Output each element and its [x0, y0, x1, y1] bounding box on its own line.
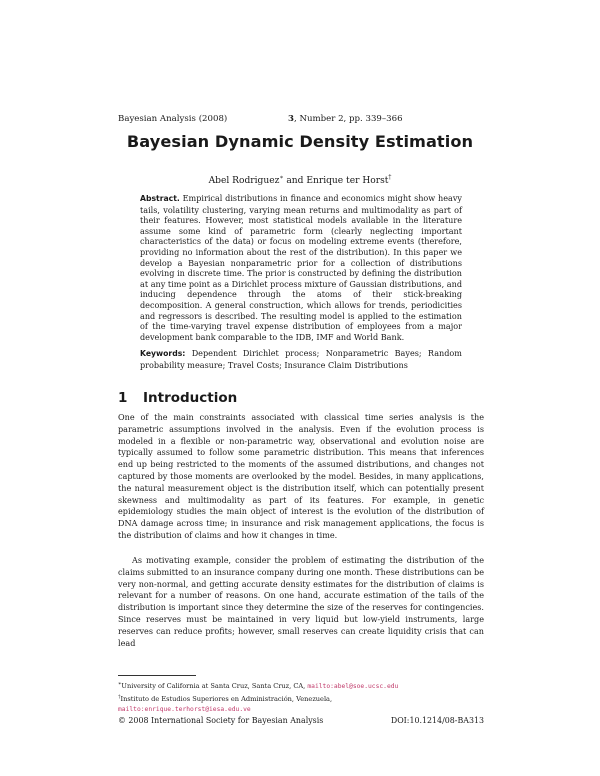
keywords-label: Keywords: [140, 349, 186, 358]
footnote-1-email-link[interactable]: mailto:abel@soe.ucsc.edu [307, 683, 399, 691]
footnote-2 [118, 692, 484, 715]
doi-label: DOI:10.1214/08-BA313 [390, 716, 484, 725]
footnote-2-email-link[interactable]: mailto:enrique.terhorst@iesa.edu.ve [118, 706, 251, 714]
abstract-text: Empirical distributions in finance and economics might show heavy tails, volatility clustering, varying mean returns and multimodality as part of their features. However, most statistical models available in the literature assume some kind of parametric form (clearly neglecting important characteristics of the data) or focus on modeling extreme events (therefore, providing no information about the rest of the distribution). In this paper we develop a Bayesian nonparametric prior for a collection of distributions evolving in discrete time. The prior is constructed by defining the distribution at any time point as a Dirichlet process mixture of Gaussian distributions, and inducing dependence through the atoms of their stick-breaking decomposition. A general construction, which allows for trends, periodicities and regressors is described. The resulting model is applied to the estimation of the time-varying travel expense distribution of employees from a major development bank comparable to the IDB, IMF and World Bank. [140, 193, 462, 342]
paper-title: Bayesian Dynamic Density Estimation [126, 132, 474, 151]
section-number: 1 [118, 390, 128, 406]
footnote-2-text: Instituto de Estudios Superiores en Administración, Venezuela, [120, 695, 333, 704]
journal-name: Bayesian Analysis (2008) [118, 114, 228, 124]
author-joiner: and [283, 176, 307, 187]
abstract-label: Abstract. [140, 194, 180, 203]
section-title: Introduction [143, 390, 238, 406]
section-heading [118, 390, 237, 406]
intro-paragraph-2: As motivating example, consider the problem of estimating the distribution of the claims submitted to an insurance company during one month. These distributions can be very non-normal, and getting accurate density estimates for the distribution of claims is relevant for a number of reasons. On one hand, accurate estimation of the tails of the distribution is important since they determine the size of the reserves for contingencies. Since reserves must be maintained in very liquid but low-yield instruments, large reserves can reduce profits; however, small reserves can create liquidity crisis that can lead [118, 555, 484, 648]
footnote-2-mark: † [118, 694, 121, 701]
author-line [0, 174, 600, 186]
volume-number: 3 [288, 114, 294, 124]
author-2-mark: † [388, 174, 392, 181]
author-2: Enrique ter Horst [306, 176, 389, 187]
abstract [140, 193, 462, 342]
footnote-1-text: University of California at Santa Cruz, Santa Cruz, CA, [121, 682, 306, 691]
footnote-1-mark: ∗ [118, 681, 122, 687]
volume-pages: , Number 2, pp. 339–366 [293, 114, 403, 124]
intro-paragraph-1: One of the main constraints associated with classical time series analysis is the parametric assumptions involved in the analysis. Even if the evolution process is modeled in a flexible or non-parametric way, observational and evolution noise are typically assumed to follow some parametric distribution. This means that inferences end up being restricted to the moments of the assumed distributions, and changes not captured by those moments are overlooked by the model. Besides, in many applications, the natural measurement object is the distribution itself, which can potentially present skewness and multimodality as part of its features. For example, in genetic epidemiology studies the main object of interest is the evolution of the distribution of DNA damage across time; in insurance and risk management applications, the focus is the distribution of claims and how it changes in time. [118, 412, 484, 540]
copyright-notice: © 2008 International Society for Bayesian Analysis [118, 716, 324, 725]
footnotes [118, 679, 484, 715]
author-1-mark: ∗ [279, 174, 284, 181]
keywords-text: Dependent Dirichlet process; Nonparametric Bayes; Random probability measure; Travel Costs; Insurance Claim Distributions [140, 348, 462, 370]
footnote-1 [118, 679, 484, 692]
volume-info [288, 114, 403, 124]
keywords [140, 348, 462, 370]
footnote-rule [118, 675, 196, 676]
author-1: Abel Rodriguez [208, 176, 280, 187]
